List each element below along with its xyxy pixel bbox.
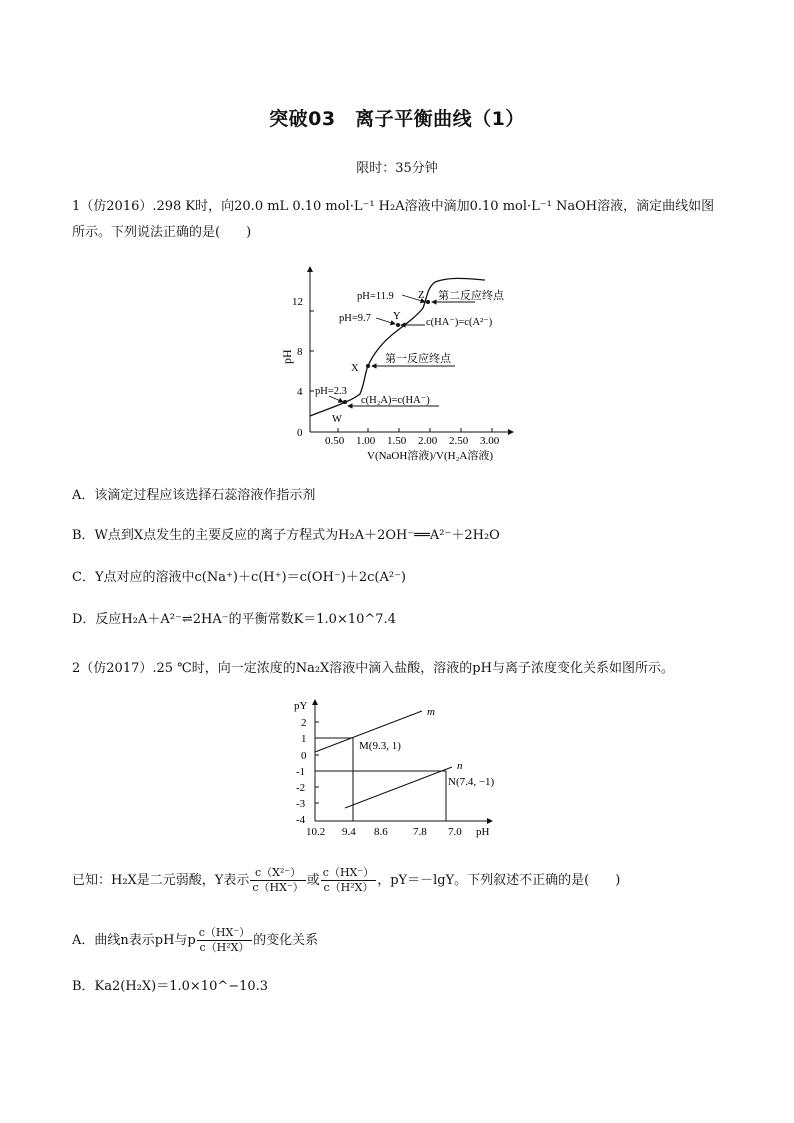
x-tick: 1.50 bbox=[387, 435, 407, 447]
y-tick: 0 bbox=[297, 427, 303, 439]
q2-stem: 2（仿2017）.25 ℃时，向一定浓度的Na₂X溶液中滴入盐酸，溶液的pH与离子浓度变化关系如图所示。 bbox=[72, 661, 674, 676]
frac2-den: c（H²X） bbox=[323, 881, 374, 894]
q1-titration-chart bbox=[275, 262, 525, 467]
y-tick: -3 bbox=[296, 798, 306, 810]
label-y: Y bbox=[393, 311, 401, 322]
label-ph119: pH=11.9 bbox=[357, 291, 394, 302]
frac2-num: c（HX⁻） bbox=[322, 866, 375, 879]
y-tick: 0 bbox=[301, 750, 307, 762]
y-tick: -1 bbox=[296, 766, 306, 778]
q2-option-a-suffix: 的变化关系 bbox=[253, 933, 319, 948]
x-tick: 3.00 bbox=[480, 435, 500, 447]
point-m-label: M(9.3, 1) bbox=[359, 740, 401, 752]
x-tick: 0.50 bbox=[325, 435, 345, 447]
frac1-num: c（X²⁻） bbox=[250, 866, 305, 881]
y-tick: -2 bbox=[296, 782, 306, 794]
q2-option-a-prefix: A．曲线n表示pH与p bbox=[72, 933, 196, 948]
label-end1: 第一反应终点 bbox=[385, 353, 451, 365]
q2-known-prefix: 已知：H₂X是二元弱酸，Y表示 bbox=[72, 873, 250, 888]
point-x bbox=[366, 364, 370, 368]
q2-or: 或 bbox=[306, 873, 320, 888]
x-axis-label: pH bbox=[476, 826, 490, 838]
y-tick: 4 bbox=[297, 386, 303, 398]
y-tick: 8 bbox=[297, 346, 303, 358]
y-tick: 2 bbox=[301, 717, 307, 729]
x-tick: 10.2 bbox=[306, 826, 326, 838]
frac1-den: c（HX⁻） bbox=[252, 881, 304, 894]
opt-a-den: c（H²X） bbox=[199, 941, 250, 954]
opt-a-num: c（HX⁻） bbox=[198, 926, 251, 939]
time-limit: 限时：35分钟 bbox=[356, 161, 438, 176]
label-x: X bbox=[351, 363, 359, 374]
label-end2: 第二反应终点 bbox=[438, 290, 504, 302]
q1-option-c: C．Y点对应的溶液中c(Na⁺)＋c(H⁺)＝c(OH⁻)＋2c(A²⁻) bbox=[72, 570, 407, 585]
point-n-label: N(7.4, −1) bbox=[448, 776, 495, 788]
label-eq1: c(H₂A)=c(HA⁻) bbox=[361, 395, 430, 406]
x-tick: 2.50 bbox=[449, 435, 469, 447]
label-ph97: pH=9.7 bbox=[339, 313, 371, 324]
fraction-opt-a bbox=[197, 926, 252, 955]
x-tick: 2.00 bbox=[418, 435, 438, 447]
q1-option-a: A．该滴定过程应该选择石蕊溶液作指示剂 bbox=[72, 488, 316, 503]
page-title: 突破03 离子平衡曲线（1） bbox=[269, 108, 525, 130]
q1-stem-line2: 所示。下列说法正确的是( ) bbox=[72, 225, 252, 240]
q1-option-d: D．反应H₂A＋A²⁻⇌2HA⁻的平衡常数K＝1.0×10^7.4 bbox=[72, 612, 396, 627]
point-y bbox=[396, 323, 400, 327]
y-tick: -4 bbox=[296, 814, 306, 826]
x-tick: 7.8 bbox=[413, 826, 427, 838]
x-axis-label: V(NaOH溶液)/V(H₂A溶液) bbox=[367, 450, 494, 462]
label-eq2: c(HA⁻)=c(A²⁻) bbox=[426, 317, 493, 328]
label-ph23: pH=2.3 bbox=[315, 386, 347, 397]
y-axis-label: pH bbox=[280, 349, 294, 364]
fraction-y2 bbox=[321, 866, 376, 895]
fraction-y1 bbox=[250, 866, 305, 895]
q2-py-chart bbox=[284, 697, 508, 843]
y-tick: 12 bbox=[292, 296, 303, 308]
x-tick: 8.6 bbox=[374, 826, 388, 838]
line-n bbox=[345, 767, 452, 808]
q2-known-suffix: ，pY＝－lgY。下列叙述不正确的是( ) bbox=[377, 873, 621, 888]
q2-option-b: B．Ka2(H₂X)＝1.0×10^−10.3 bbox=[72, 979, 269, 994]
q2-known bbox=[72, 866, 620, 895]
point-z bbox=[426, 300, 430, 304]
y-tick: 1 bbox=[301, 733, 307, 745]
x-tick: 1.00 bbox=[356, 435, 376, 447]
label-z: Z bbox=[418, 290, 425, 301]
q1-stem-line1: 1（仿2016）.298 K时，向20.0 mL 0.10 mol·L⁻¹ H₂A溶液中滴加0.10 mol·L⁻¹ NaOH溶液，滴定曲线如图 bbox=[72, 199, 715, 214]
x-tick: 9.4 bbox=[342, 826, 356, 838]
line-n-label: n bbox=[457, 760, 463, 772]
q2-option-a bbox=[72, 926, 318, 955]
point-w bbox=[343, 400, 347, 404]
q1-option-b: B．W点到X点发生的主要反应的离子方程式为H₂A＋2OH⁻══A²⁻＋2H₂O bbox=[72, 528, 500, 543]
x-tick: 7.0 bbox=[448, 826, 462, 838]
line-m-label: m bbox=[427, 706, 435, 718]
y-axis-label: pY bbox=[294, 700, 308, 712]
label-w: W bbox=[332, 414, 342, 425]
